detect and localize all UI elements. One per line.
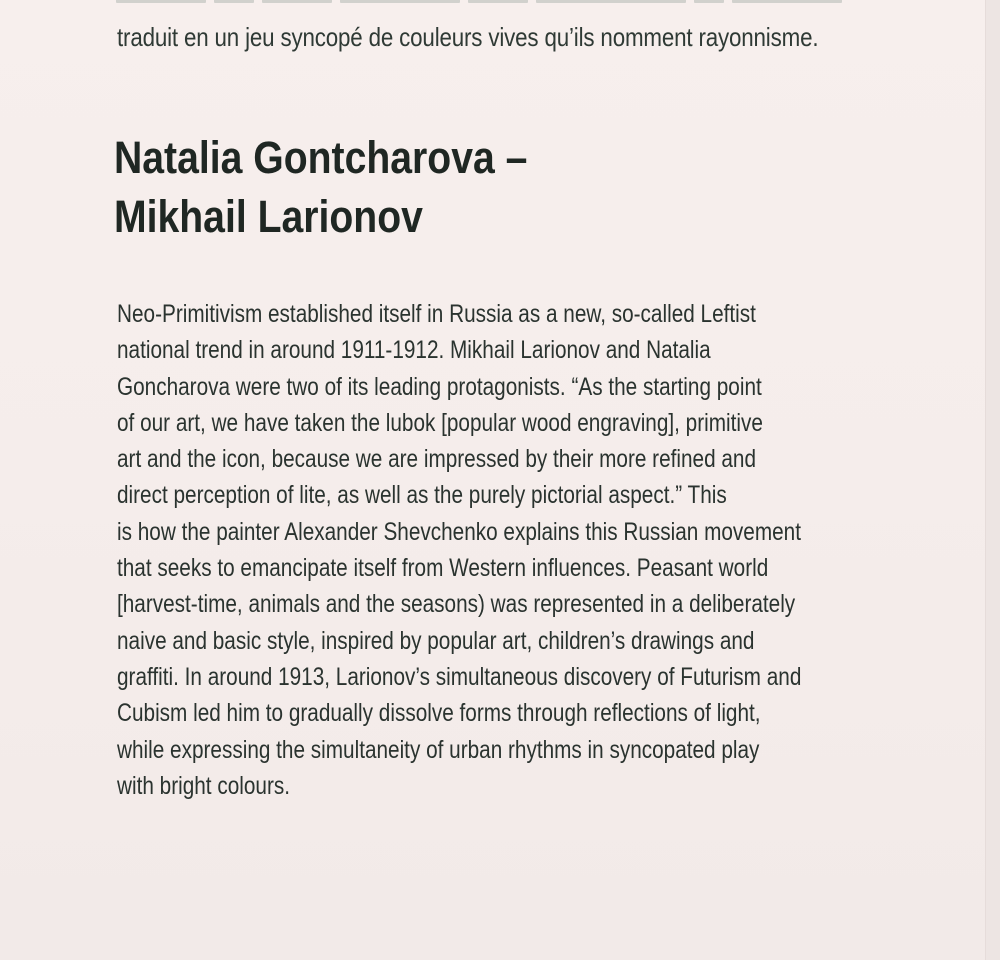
body-line: Cubism led him to gradually dissolve forms through reflections of light, <box>117 699 761 728</box>
body-line: naive and basic style, inspired by popular art, children’s drawings and <box>117 626 755 655</box>
title-line: Natalia Gontcharova – <box>114 132 528 183</box>
body-line: with bright colours. <box>117 771 291 800</box>
label-body-paragraph <box>117 296 942 804</box>
body-line: national trend in around 1911-1912. Mikhail Larionov and Natalia <box>117 336 711 365</box>
body-line: graffiti. In around 1913, Larionov’s simultaneous discovery of Futurism and <box>117 662 802 691</box>
title-line: Mikhail Larionov <box>114 191 423 242</box>
cropped-text-line <box>116 0 936 4</box>
preceding-french-text: traduit en un jeu syncopé de couleurs vives qu’ils nomment rayonnisme. <box>117 22 819 52</box>
body-line: that seeks to emancipate itself from Western influences. Peasant world <box>117 554 769 583</box>
label-title <box>114 128 527 246</box>
body-line: while expressing the simultaneity of urban rhythms in syncopated play <box>117 735 760 764</box>
body-line: [harvest-time, animals and the seasons) was represented in a deliberately <box>117 590 796 619</box>
body-line: art and the icon, because we are impressed by their more refined and <box>117 445 756 474</box>
body-line: Neo-Primitivism established itself in Russia as a new, so-called Leftist <box>117 300 756 328</box>
body-line: of our art, we have taken the lubok [popular wood engraving], primitive <box>117 408 763 437</box>
panel-edge <box>985 0 1000 960</box>
body-line: is how the painter Alexander Shevchenko explains this Russian movement <box>117 517 801 546</box>
body-line: direct perception of lite, as well as the purely pictorial aspect.” This <box>117 481 727 510</box>
body-line: Goncharova were two of its leading protagonists. “As the starting point <box>117 372 762 401</box>
